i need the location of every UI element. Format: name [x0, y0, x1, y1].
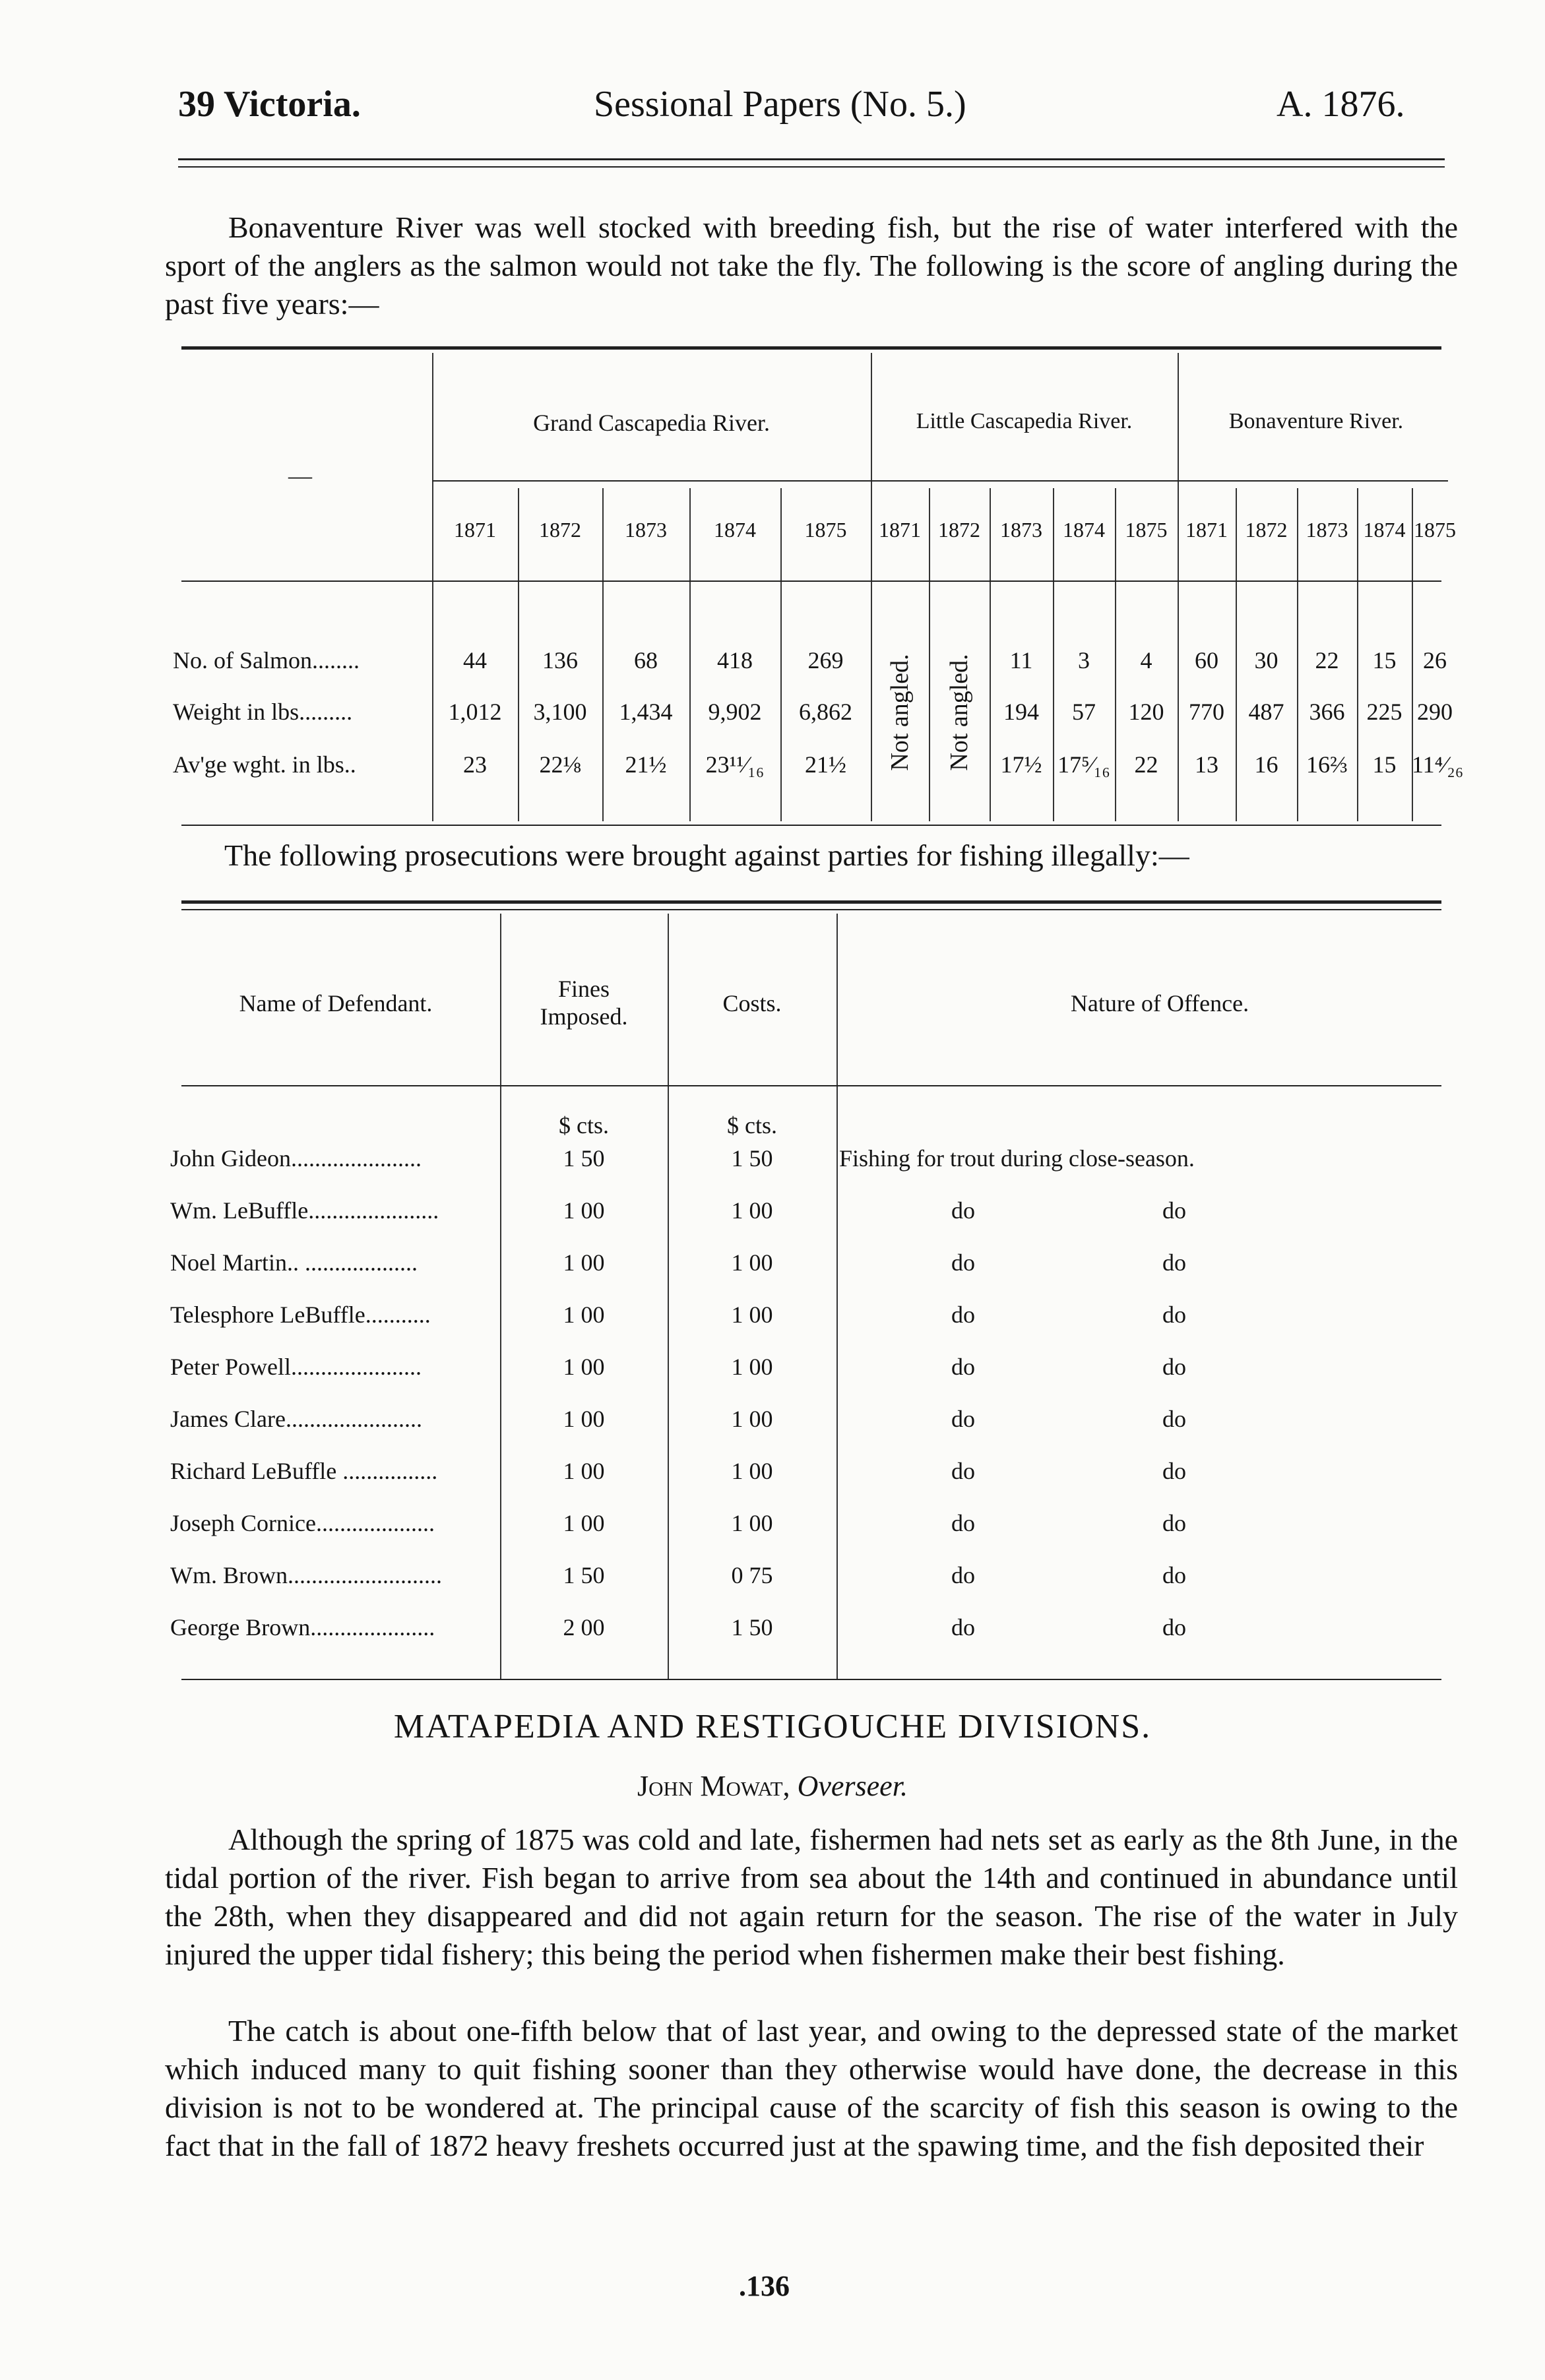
header-fines: Fines Imposed.	[540, 976, 628, 1030]
header-rule-bottom	[178, 166, 1445, 168]
year-little-1872: 1872	[938, 518, 980, 542]
fine-amount: 1 00	[563, 1406, 605, 1432]
defendant-name: James Clare.......................	[170, 1406, 422, 1432]
intro-paragraph: Bonaventure River was well stocked with breeding fish, but the rise of water interfered with the sport of the anglers as the salmon would not take the fly. The following is the score of angling during the past five years:—	[165, 210, 1458, 321]
offence-ditto-b: do	[1162, 1249, 1186, 1276]
grand-salmon-1874: 418	[717, 647, 753, 673]
defendant-name: Richard LeBuffle ................	[170, 1458, 438, 1484]
angling-table-bottom-rule	[181, 825, 1441, 826]
bonaventure-salmon-1873: 22	[1315, 647, 1339, 673]
little-weight-1873: 194	[1003, 699, 1039, 725]
year-grand-1871: 1871	[454, 518, 496, 542]
grand-average-1874: 23¹¹⁄₁₆	[705, 751, 765, 778]
offence-ditto-b: do	[1162, 1406, 1186, 1432]
grand-average-1872: 22⅛	[539, 751, 581, 778]
prosecutions-top-rule	[181, 900, 1441, 904]
little-1872-not-angled: Not angled.	[945, 654, 973, 771]
offence-text: Fishing for trout during close-season.	[839, 1145, 1195, 1172]
page-number: .136	[739, 2270, 790, 2302]
row-label-weight: Weight in lbs.........	[173, 699, 353, 725]
little-salmon-1874: 3	[1078, 647, 1090, 673]
offence-ditto-a: do	[951, 1614, 975, 1641]
grand-average-1871: 23	[463, 751, 487, 778]
grand-average-1873: 21½	[625, 751, 667, 778]
bonaventure-average-1874: 15	[1372, 751, 1397, 778]
prosecutions-bottom-rule	[181, 1679, 1441, 1680]
little-average-1875: 22	[1134, 751, 1158, 778]
offence-ditto-a: do	[951, 1510, 975, 1536]
fine-amount: 1 50	[563, 1562, 605, 1588]
little-weight-1875: 120	[1128, 699, 1164, 725]
header-defendant: Name of Defendant.	[239, 990, 433, 1017]
little-salmon-1873: 11	[1009, 647, 1033, 673]
year-grand-1873: 1873	[625, 518, 667, 542]
defendant-name: Telesphore LeBuffle...........	[170, 1301, 431, 1328]
offence-ditto-b: do	[1162, 1614, 1186, 1641]
little-salmon-1875: 4	[1140, 647, 1152, 673]
offence-ditto-a: do	[951, 1354, 975, 1380]
year-bonaventure-1872: 1872	[1245, 518, 1288, 542]
fine-amount: 1 00	[563, 1354, 605, 1380]
bonaventure-salmon-1872: 30	[1254, 647, 1278, 673]
bonaventure-weight-1875: 290	[1417, 699, 1453, 725]
bonaventure-weight-1873: 366	[1309, 699, 1345, 725]
year-grand-1875: 1875	[804, 518, 847, 542]
costs-units: $ cts.	[727, 1112, 777, 1139]
year-bonaventure-1874: 1874	[1363, 518, 1406, 542]
body-paragraph-1: Although the spring of 1875 was cold and late, fishermen had nets set as early as the 8th June, in the tidal portion of the river. Fish began to arrive from sea about the 14th and continued in abundance until the 28th, when they disappeared and did not again return for the season. The rise of the water in July injured the upper tidal fishery; this being the period when fishermen make their best fishing.	[165, 1823, 1458, 1971]
overseer-line	[0, 1769, 1545, 1803]
fine-amount: 1 00	[563, 1249, 605, 1276]
cost-amount: 1 00	[731, 1249, 773, 1276]
defendant-name: John Gideon......................	[170, 1145, 422, 1172]
offence-ditto-b: do	[1162, 1301, 1186, 1328]
cost-amount: 1 50	[731, 1145, 773, 1172]
years-underline	[181, 580, 1441, 582]
bonaventure-average-1873: 16⅔	[1306, 751, 1348, 778]
cost-amount: 1 00	[731, 1301, 773, 1328]
grand-weight-1875: 6,862	[799, 699, 852, 725]
grand-weight-1872: 3,100	[533, 699, 587, 725]
offence-ditto-b: do	[1162, 1354, 1186, 1380]
grand-weight-1874: 9,902	[708, 699, 762, 725]
defendant-name: Wm. LeBuffle......................	[170, 1197, 439, 1224]
overseer-name: John Mowat,	[637, 1770, 790, 1802]
offence-ditto-b: do	[1162, 1562, 1186, 1588]
offence-ditto-a: do	[951, 1197, 975, 1224]
little-weight-1874: 57	[1072, 699, 1096, 725]
angling-table-top-rule	[181, 346, 1441, 350]
cost-amount: 1 50	[731, 1614, 773, 1641]
cost-amount: 1 00	[731, 1510, 773, 1536]
header-center: Sessional Papers (No. 5.)	[594, 84, 966, 125]
bonaventure-weight-1874: 225	[1366, 699, 1403, 725]
offence-ditto-b: do	[1162, 1197, 1186, 1224]
overseer-title: Overseer.	[797, 1770, 908, 1802]
fine-amount: 1 00	[563, 1197, 605, 1224]
bonaventure-weight-1871: 770	[1189, 699, 1224, 725]
offence-ditto-a: do	[951, 1406, 975, 1432]
grand-salmon-1872: 136	[542, 647, 578, 673]
offence-ditto-a: do	[951, 1249, 975, 1276]
header-left: 39 Victoria.	[178, 84, 361, 125]
grand-average-1875: 21½	[805, 751, 846, 778]
row-label-average: Av'ge wght. in lbs..	[173, 751, 356, 778]
cost-amount: 1 00	[731, 1458, 773, 1484]
river-bonaventure: Bonaventure River.	[1228, 409, 1404, 433]
grand-weight-1871: 1,012	[448, 699, 502, 725]
prosecutions-header-rule	[181, 1085, 1441, 1086]
header-right: A. 1876.	[1277, 84, 1405, 125]
year-grand-1872: 1872	[539, 518, 581, 542]
bonaventure-salmon-1875: 26	[1423, 647, 1447, 673]
little-1871-not-angled: Not angled.	[886, 654, 914, 771]
defendant-name: Noel Martin.. ...................	[170, 1249, 418, 1276]
little-average-1873: 17½	[1000, 751, 1042, 778]
offence-ditto-a: do	[951, 1562, 975, 1588]
offence-ditto-b: do	[1162, 1510, 1186, 1536]
defendant-name: George Brown.....................	[170, 1614, 435, 1641]
bonaventure-average-1875: 11⁴⁄₂₆	[1412, 751, 1464, 778]
header-offence: Nature of Offence.	[1070, 990, 1249, 1017]
year-little-1871: 1871	[879, 518, 921, 542]
section-title: MATAPEDIA AND RESTIGOUCHE DIVISIONS.	[393, 1708, 1152, 1745]
fine-amount: 1 00	[563, 1458, 605, 1484]
bonaventure-average-1872: 16	[1254, 751, 1278, 778]
river-grand-cascapedia: Grand Cascapedia River.	[533, 410, 770, 436]
cost-amount: 1 00	[731, 1354, 773, 1380]
grand-salmon-1873: 68	[634, 647, 658, 673]
fine-amount: 2 00	[563, 1614, 605, 1641]
fine-amount: 1 00	[563, 1301, 605, 1328]
body-paragraph-2: The catch is about one-fifth below that of last year, and owing to the depressed state of the market which induced many to quit fishing sooner than they otherwise would have done, the decrease in this division is not to be wondered at. The principal cause of the scarcity of fish this season is owing to the fact that in the fall of 1872 heavy freshets occurred just at the spawing time, and the fish deposited their	[165, 2014, 1458, 2162]
year-bonaventure-1873: 1873	[1306, 518, 1348, 542]
year-bonaventure-1871: 1871	[1185, 518, 1228, 542]
rivers-underline	[432, 480, 1448, 482]
grand-salmon-1871: 44	[463, 647, 487, 673]
year-little-1873: 1873	[1000, 518, 1042, 542]
year-bonaventure-1875: 1875	[1414, 518, 1456, 542]
cost-amount: 0 75	[731, 1562, 773, 1588]
offence-ditto-a: do	[951, 1301, 975, 1328]
prosecutions-intro: The following prosecutions were brought against parties for fishing illegally:—	[224, 838, 1189, 872]
river-little-cascapedia: Little Cascapedia River.	[916, 409, 1133, 433]
fine-amount: 1 50	[563, 1145, 605, 1172]
fine-amount: 1 00	[563, 1510, 605, 1536]
defendant-name: Wm. Brown..........................	[170, 1562, 442, 1588]
defendant-name: Peter Powell......................	[170, 1354, 422, 1380]
year-grand-1874: 1874	[714, 518, 756, 542]
bonaventure-weight-1872: 487	[1248, 699, 1284, 725]
offence-ditto-b: do	[1162, 1458, 1186, 1484]
prosecutions-top-rule-2	[181, 909, 1441, 910]
little-average-1874: 17⁵⁄₁₆	[1057, 751, 1110, 778]
offence-ditto-a: do	[951, 1458, 975, 1484]
header-costs: Costs.	[722, 990, 782, 1017]
prosecutions-vline	[836, 914, 838, 1679]
bonaventure-salmon-1874: 15	[1372, 647, 1397, 673]
header-rule-top	[178, 158, 1445, 160]
year-little-1875: 1875	[1125, 518, 1168, 542]
grand-salmon-1875: 269	[807, 647, 844, 673]
fines-units: $ cts.	[559, 1112, 609, 1139]
blank-header: —	[288, 462, 312, 489]
bonaventure-average-1871: 13	[1195, 751, 1218, 778]
defendant-name: Joseph Cornice....................	[170, 1510, 435, 1536]
row-label-salmon: No. of Salmon........	[173, 647, 360, 673]
grand-weight-1873: 1,434	[619, 699, 673, 725]
cost-amount: 1 00	[731, 1197, 773, 1224]
cost-amount: 1 00	[731, 1406, 773, 1432]
bonaventure-salmon-1871: 60	[1195, 647, 1218, 673]
year-little-1874: 1874	[1063, 518, 1105, 542]
